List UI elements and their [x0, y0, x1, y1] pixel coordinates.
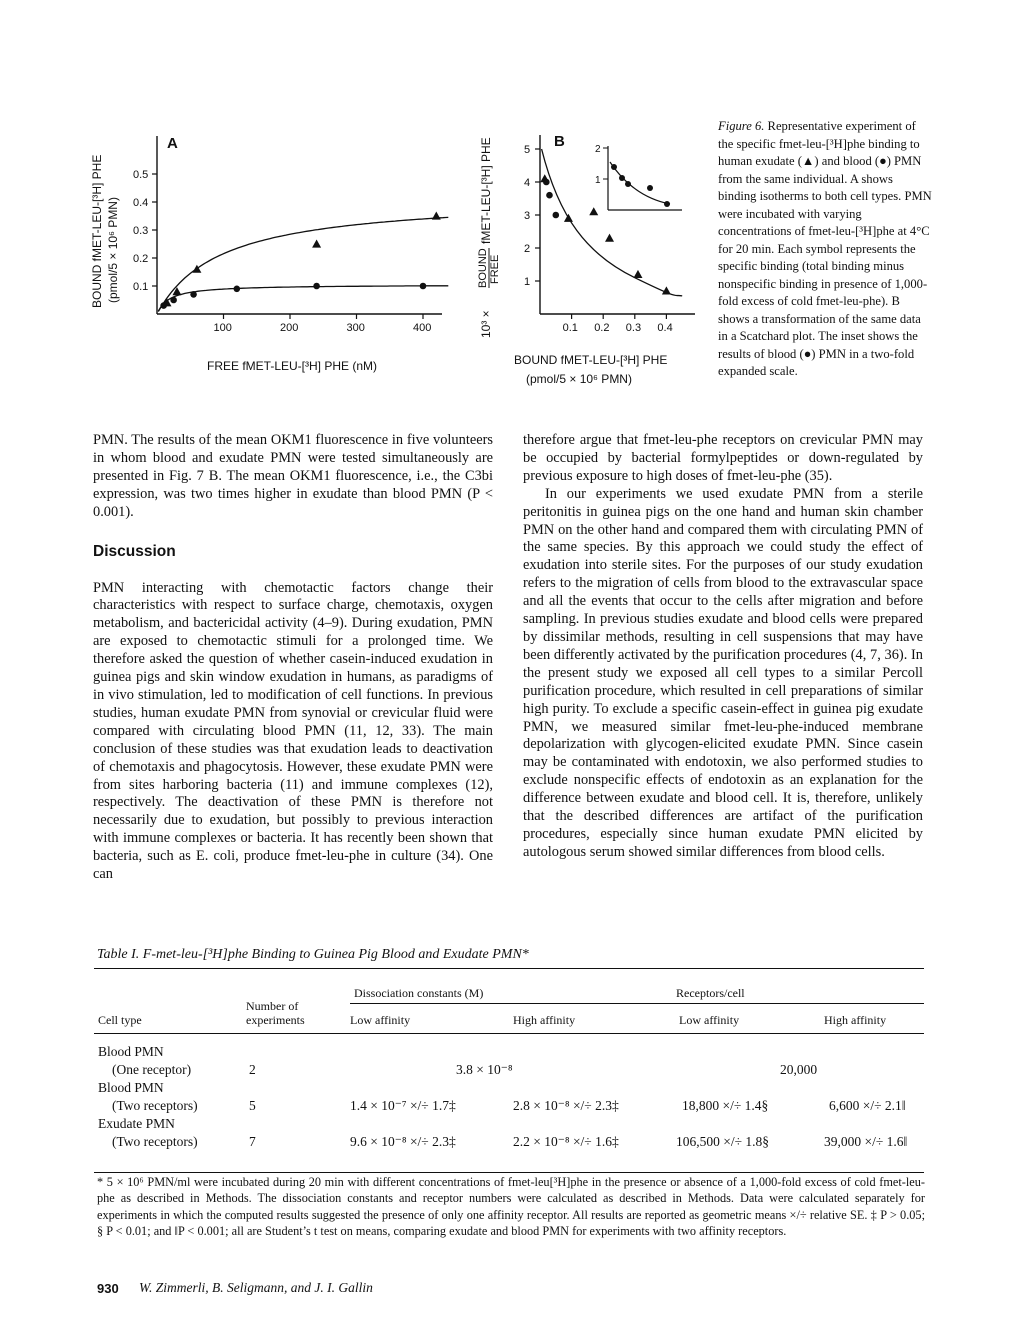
- blood-fit-curve: [158, 286, 448, 311]
- panel-a-ytick-label: 0.2: [133, 253, 149, 265]
- exudate-point: [589, 207, 598, 215]
- page-footer-authors: W. Zimmerli, B. Seligmann, and J. I. Gallin: [139, 1280, 373, 1295]
- row-3-sub: (Two receptors): [112, 1134, 198, 1149]
- blood-point: [234, 286, 241, 293]
- table-1: [94, 968, 924, 1173]
- panel-b-ylabel-prefix: 10³ ×: [479, 310, 493, 338]
- panel-a-ytick-label: 0.5: [133, 169, 149, 181]
- table-title: Table I. F-met-leu-[³H]phe Binding to Guinea Pig Blood and Exudate PMN*: [97, 947, 529, 962]
- panel-a-ylabel-line2: (pmol/5 × 10⁶ PMN): [106, 197, 120, 303]
- right-paragraph-2: In our experiments we used exudate PMN from a sterile peritonitis in guinea pigs on the one hand and human skin chamber PMN on the other hand and compared them with circulating PMN of the same species. By this approach we could study the effect of exudation into sterile sites. For the purposes of our study exudation refers to the migration of cells from blood to the extravascular space and all the events that occur to the cells after migration and before sampling. In previous studies exudate and blood cells were prepared by dissimilar methods, resulting in cell suspensions that may have been differently activated by the purification procedures (4, 7, 36). In the present study we exposed all cell types to a similar Percoll purification procedure, which resulted in cell preparations of similar high purity. To exclude a specific casein-effect in guinea pig exudate PMN, we measured similar fmet-leu-phe-induced membrane depolarization with glycogen-elicited exudate PMN. Since casein may be contaminated with endotoxin, we also performed studies to exclude nonspecific effects of endotoxin as an explanation for the difference between exudate and blood cell. It is, therefore, unlikely that the described differences are artifact of the purification procedures, especially since human exudate PMN elicited by autologous serum showed similar differences from blood cells.: [523, 485, 923, 860]
- row-2-k-low: 1.4 × 10⁻⁷ ×/÷ 1.7‡: [350, 1098, 456, 1113]
- panel-a-ylabel-line1: BOUND fMET-LEU-[³H] PHE: [90, 154, 104, 308]
- blood-point: [420, 283, 427, 290]
- right-paragraph-1: therefore argue that fmet-leu-phe receptors on crevicular PMN may be occupied by bacterial formylpeptides or down-regulated by previous exposure to high doses of fmet-leu-phe (35).: [523, 432, 923, 484]
- row-1-n: 2: [249, 1062, 256, 1077]
- figure-caption-label: Figure 6.: [718, 119, 765, 133]
- row-2-n: 5: [249, 1098, 256, 1113]
- panel-b-ylabel-bound: BOUND: [477, 248, 489, 288]
- figure-caption: [718, 118, 933, 381]
- blood-point: [543, 179, 550, 186]
- panel-a-ytick-label: 0.3: [133, 225, 149, 237]
- panel-a-xtick-label: 300: [346, 322, 365, 334]
- panel-a-xtick-label: 200: [280, 322, 299, 334]
- panel-b-xtick-label: 0.1: [562, 322, 578, 334]
- exudate-point: [605, 234, 614, 242]
- row-2-sub: (Two receptors): [112, 1098, 198, 1113]
- header-receptors: Receptors/cell: [676, 986, 745, 1000]
- row-3-r-low: 106,500 ×/÷ 1.8§: [676, 1134, 770, 1149]
- panel-b-xtick-label: 0.4: [657, 322, 673, 334]
- panel-b-label: B: [554, 133, 565, 150]
- panel-a-xtick-label: 400: [413, 322, 432, 334]
- header-receptors-rule: [676, 1003, 924, 1004]
- panel-b-chart: [477, 133, 695, 386]
- row-3-n: 7: [249, 1134, 256, 1149]
- exudate-point: [633, 270, 642, 278]
- results-paragraph: PMN. The results of the mean OKM1 fluorescence in five volunteers in whom blood and exudate PMN were tested simultaneously are presented in Fig. 7 B. The mean OKM1 fluorescence, i.e., the C3bi expression, was two times higher in exudate than blood PMN (P < 0.001).: [93, 432, 493, 520]
- discussion-paragraph: PMN interacting with chemotactic factors change their characteristics with respect to surface charge, chemotaxis, oxygen metabolism, and bactericidal activity (4–9). During exudation, PMN are exposed to chemotactic stimuli for a prolonged time. We therefore asked the question of whether casein-induced exudation in guinea pigs and skin window exudation in humans, as paradigms of in vivo stimulation, led to modification of cell functions. In previous studies, human exudate PMN from synovial or crevicular fluid were compared with circulating blood PMN (11, 12, 33). The main conclusion of these studies was that exudation leads to deactivation of chemotaxis and phagocytosis. However, these exudate PMN were from sites harboring bacteria (11) and immune complexes (12), respectively. The deactivation of these PMN is therefore not necessarily due to exudation, but possibly to previous interaction with immune complexes or bacteria. It has recently been shown that bacteria, such as E. coli, produce fmet-leu-phe in culture (34). One can: [93, 579, 493, 883]
- header-low-affinity-receptors: Low affinity: [679, 1013, 740, 1027]
- panel-b-xlabel-line1: BOUND fMET-LEU-[³H] PHE: [514, 353, 668, 367]
- exudate-point: [564, 214, 573, 222]
- inset-blood-point: [611, 164, 617, 170]
- table-footnote: [97, 1174, 925, 1240]
- exudate-point: [312, 240, 321, 248]
- inset-blood-point: [664, 201, 670, 207]
- table-bottom-rule: [94, 1172, 924, 1173]
- left-column: [93, 432, 493, 884]
- blood-point: [553, 212, 560, 219]
- panel-b-ylabel-free: FREE: [489, 254, 501, 284]
- panel-a-ytick-label: 0.1: [133, 281, 149, 293]
- header-cell-type: Cell type: [98, 1013, 142, 1027]
- table-footnote-text: * 5 × 10⁶ PMN/ml were incubated during 20 min with different concentrations of fmet-leu[³H]phe in the presence or absence of a 1,000-fold excess of cold fmet-leu-phe as described in Methods. The dissociation constants and receptor numbers were calculated as described in Methods. Data were calculated separately for experiments in which the computed results suggested the presence of only one affinity receptor. All results are reported as geometric means ×/÷ relative SE. ‡ P > 0.05; § P < 0.01; and ‖P < 0.001; all are Student’s t test on means, comparing exudate and blood PMN for experiments with two affinity receptors.: [97, 1175, 925, 1239]
- header-low-affinity: Low affinity: [350, 1013, 411, 1027]
- panel-a-ytick-label: 0.4: [133, 197, 149, 209]
- panel-b-ylabel-rest: fMET-LEU-[³H] PHE: [479, 137, 493, 244]
- row-1-receptors: 20,000: [780, 1062, 818, 1077]
- row-1-sub: (One receptor): [112, 1062, 192, 1077]
- figure-caption-text: Representative experiment of the specific fmet-leu-[³H]phe binding to human exudate (▲) and blood (●) PMN from the same individual. A shows binding isotherms to both cell types. PMN were incubated with varying concentrations of fmet-leu-[³H]phe at 4°C for 20 min. Each symbol represents the specific binding (total binding minus nonspecific binding in presence of 1,000-fold excess of cold fmet-leu-phe). B shows a transformation of the same data in a Scatchard plot. The inset shows the results of blood (●) PMN in a two-fold expanded scale.: [718, 119, 932, 378]
- row-3-name: Exudate PMN: [98, 1116, 175, 1131]
- panel-b-inset: [595, 144, 682, 210]
- panel-b-ytick-label: 5: [524, 144, 531, 156]
- blood-point: [170, 297, 177, 304]
- blood-point: [546, 192, 553, 199]
- page-number: 930: [97, 1281, 119, 1296]
- header-high-affinity: High affinity: [513, 1013, 576, 1027]
- header-number-l2: experiments: [246, 1013, 305, 1027]
- table-body: [94, 1034, 924, 1166]
- inset-ytick-label: 1: [595, 175, 601, 186]
- panel-b-ytick-label: 1: [524, 276, 531, 288]
- inset-fit-curve: [610, 162, 670, 204]
- figure-6: [70, 100, 710, 400]
- panel-b-ytick-label: 2: [524, 243, 531, 255]
- row-1-name: Blood PMN: [98, 1044, 164, 1059]
- inset-blood-point: [619, 175, 625, 181]
- row-3-k-high: 2.2 × 10⁻⁸ ×/÷ 1.6‡: [513, 1134, 619, 1149]
- row-2-name: Blood PMN: [98, 1080, 164, 1095]
- panel-b-ytick-label: 3: [524, 210, 531, 222]
- exudate-fit-curve: [158, 217, 448, 311]
- header-dissociation-rule: [350, 1003, 725, 1004]
- panel-b-xtick-label: 0.2: [594, 322, 610, 334]
- inset-blood-point: [647, 185, 653, 191]
- row-1-dissociation: 3.8 × 10⁻⁸: [456, 1062, 513, 1077]
- right-column: [523, 432, 923, 862]
- discussion-heading: Discussion: [93, 542, 176, 560]
- blood-point: [190, 291, 197, 298]
- blood-point: [160, 302, 167, 309]
- header-dissociation: Dissociation constants (M): [354, 986, 484, 1000]
- row-3-k-low: 9.6 × 10⁻⁸ ×/÷ 2.3‡: [350, 1134, 456, 1149]
- scatchard-fit-curve: [542, 149, 683, 296]
- row-2-r-high: 6,600 ×/÷ 2.1‖: [829, 1098, 906, 1113]
- blood-point: [313, 283, 320, 290]
- panel-a-chart: [90, 135, 448, 373]
- header-number-l1: Number of: [246, 999, 299, 1013]
- exudate-point: [432, 212, 441, 220]
- panel-b-ytick-label: 4: [524, 177, 531, 189]
- panel-b-xtick-label: 0.3: [625, 322, 642, 334]
- row-2-k-high: 2.8 × 10⁻⁸ ×/÷ 2.3‡: [513, 1098, 619, 1113]
- header-high-affinity-receptors: High affinity: [824, 1013, 887, 1027]
- row-3-r-high: 39,000 ×/÷ 1.6‖: [824, 1134, 908, 1149]
- panel-a-xlabel: FREE fMET-LEU-[³H] PHE (nM): [207, 359, 378, 373]
- inset-blood-point: [625, 181, 631, 187]
- panel-b-xlabel-line2: (pmol/5 × 10⁶ PMN): [526, 372, 632, 386]
- inset-ytick-label: 2: [595, 144, 601, 155]
- table-header: [94, 969, 924, 1029]
- panel-a-xtick-label: 100: [213, 322, 232, 334]
- row-2-r-low: 18,800 ×/÷ 1.4§: [682, 1098, 769, 1113]
- panel-a-label: A: [167, 135, 178, 152]
